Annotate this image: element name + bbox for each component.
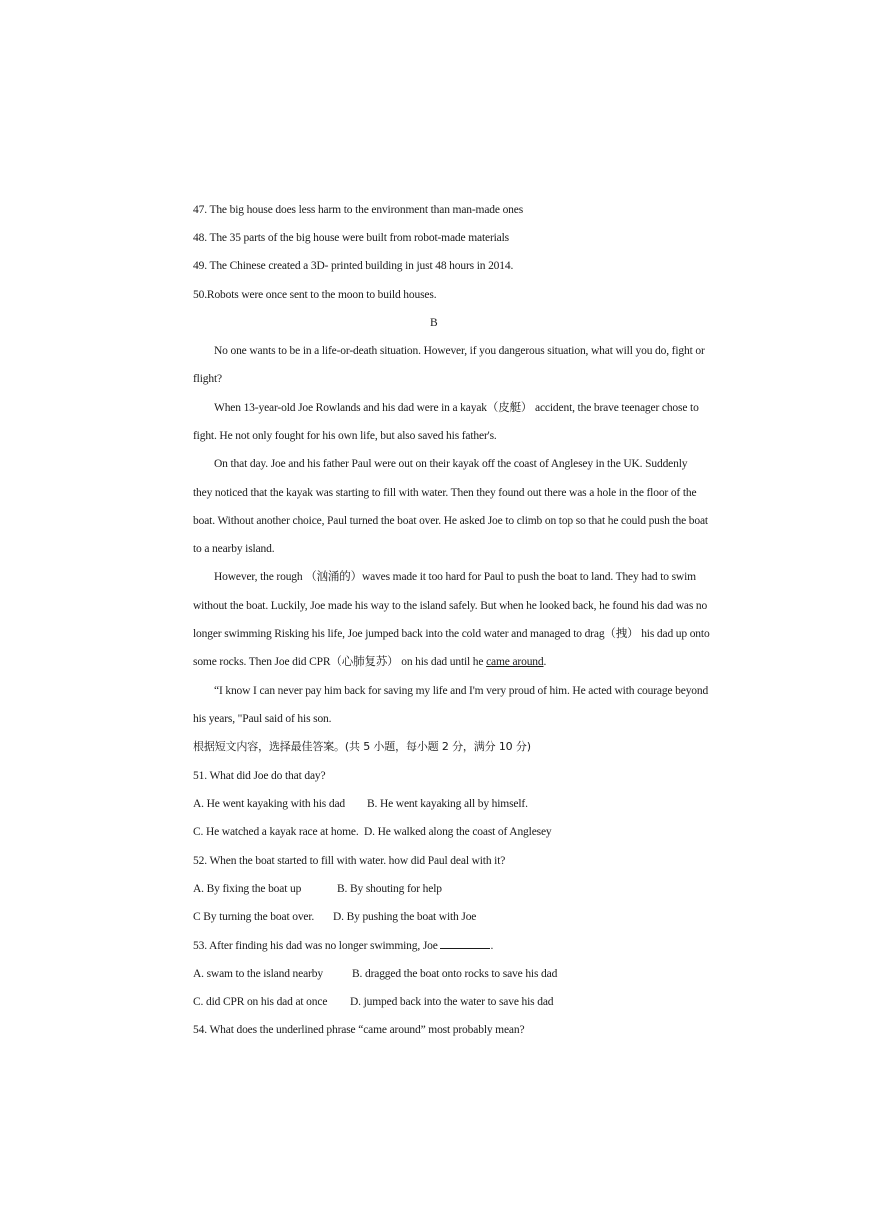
question-stem-end: . (490, 940, 494, 952)
statement-48: 48. The 35 parts of the big house were built from robot-made materials (193, 232, 509, 244)
passage-line: flight? (193, 373, 222, 385)
question-53 (193, 938, 493, 953)
passage-line: to a nearby island. (193, 543, 275, 555)
option: A. He went kayaking with his dad (193, 798, 346, 810)
passage-line (193, 655, 546, 669)
option: A. By fixing the boat up (193, 883, 302, 895)
answer-blank (440, 938, 490, 949)
passage-line: boat. Without another choice, Paul turned the boat over. He asked Joe to climb on top so that he could push the boat (193, 515, 708, 527)
passage-line: they noticed that the kayak was starting to fill with water. Then they found out there was a hole in the floor of the (193, 487, 697, 499)
option: B. He went kayaking all by himself. (367, 798, 528, 810)
passage-line: However, the rough （汹涌的）waves made it too hard for Paul to push the boat to land. They had to swim (214, 571, 696, 583)
option: B. dragged the boat onto rocks to save his dad (352, 968, 558, 980)
passage-text: . (543, 656, 547, 668)
section-label: B (430, 317, 438, 329)
passage-text: some rocks. Then Joe did CPR（心肺复苏） on his dad until he (193, 656, 487, 668)
passage-line: longer swimming Risking his life, Joe jumped back into the cold water and managed to drag（拽） his dad up onto (193, 628, 710, 640)
statement-47: 47. The big house does less harm to the environment than man-made ones (193, 204, 524, 216)
statement-50: 50.Robots were once sent to the moon to build houses. (193, 289, 437, 301)
option: D. jumped back into the water to save his dad (350, 996, 554, 1008)
option: A. swam to the island nearby (193, 968, 323, 980)
passage-line: without the boat. Luckily, Joe made his way to the island safely. But when he looked back, he found his dad was no (193, 600, 708, 612)
option: D. He walked along the coast of Anglesey (364, 826, 552, 838)
question-52: 52. When the boat started to fill with water. how did Paul deal with it? (193, 855, 506, 867)
passage-line: fight. He not only fought for his own life, but also saved his father's. (193, 430, 497, 442)
option: C. did CPR on his dad at once (193, 996, 328, 1008)
option: D. By pushing the boat with Joe (333, 911, 477, 923)
instructions: 根据短文内容，选择最佳答案。(共 5 小题，每小题 2 分，满分 10 分) (193, 740, 531, 753)
option: C By turning the boat over. (193, 911, 315, 923)
passage-line: his years, "Paul said of his son. (193, 713, 332, 725)
question-51: 51. What did Joe do that day? (193, 770, 326, 782)
question-stem: 53. After finding his dad was no longer swimming, Joe (193, 940, 438, 952)
option: C. He watched a kayak race at home. (193, 826, 359, 838)
option: B. By shouting for help (337, 883, 442, 895)
passage-line: When 13-year-old Joe Rowlands and his dad were in a kayak（皮艇） accident, the brave teenager chose to (214, 402, 699, 414)
passage-line: No one wants to be in a life-or-death situation. However, if you dangerous situation, what will you do, fight or (214, 345, 705, 357)
underlined-phrase: came around (486, 656, 544, 668)
passage-line: “I know I can never pay him back for saving my life and I'm very proud of him. He acted with courage beyond (214, 685, 709, 697)
statement-49: 49. The Chinese created a 3D- printed building in just 48 hours in 2014. (193, 260, 514, 272)
passage-line: On that day. Joe and his father Paul were out on their kayak off the coast of Anglesey in the UK. Suddenly (214, 458, 688, 470)
question-54: 54. What does the underlined phrase “came around” most probably mean? (193, 1024, 525, 1036)
